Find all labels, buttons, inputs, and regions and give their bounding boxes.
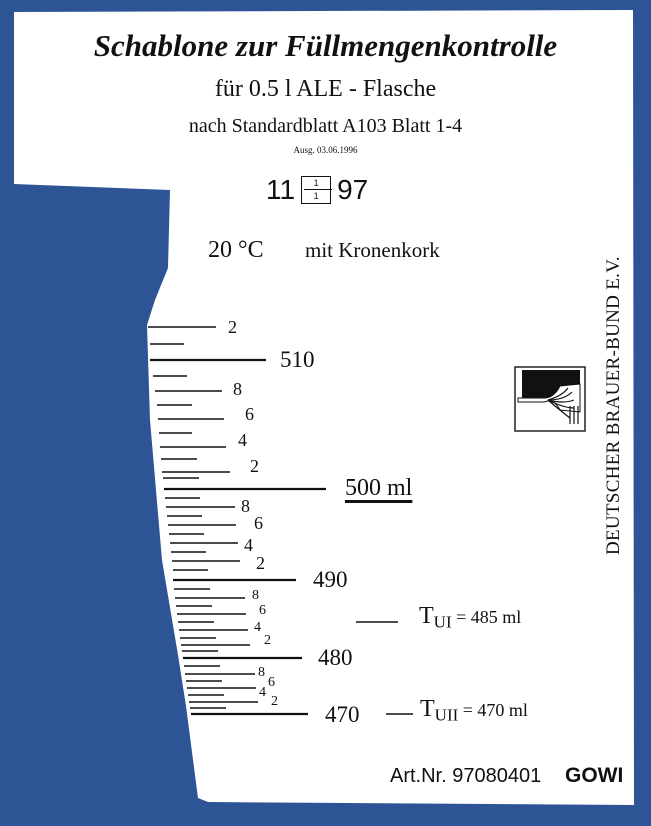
scale-label: 6	[254, 513, 263, 533]
scale-label-470: 470	[325, 702, 360, 727]
article-number: Art.Nr. 97080401	[390, 765, 542, 787]
scale-label-490: 490	[313, 567, 348, 592]
tolerance-subscript: UII	[434, 705, 459, 725]
scale-label: 2	[228, 317, 237, 337]
scale-label: 6	[268, 675, 275, 690]
scale-label: 8	[258, 665, 265, 680]
scale-label: 2	[256, 553, 265, 573]
scale-label: 6	[245, 404, 254, 424]
date-code-right: 97	[337, 174, 369, 205]
scale-label: 4	[244, 535, 253, 555]
scale-label-510: 510	[280, 347, 315, 372]
scale-label: 2	[271, 694, 278, 709]
scale-label: 4	[259, 685, 266, 700]
standard-reference: nach Standardblatt A103 Blatt 1-4	[188, 115, 463, 137]
scale-label-480: 480	[318, 645, 353, 670]
scale-label: 8	[233, 379, 242, 399]
tolerance-symbol: T	[420, 696, 435, 722]
organization-name: DEUTSCHER BRAUER-BUND E.V.	[603, 256, 624, 555]
scale-label: 4	[238, 430, 247, 450]
tolerance-value: = 485 ml	[456, 607, 522, 627]
edition-date: Ausg. 03.06.1996	[293, 145, 358, 155]
closure-type: mit Kronenkork	[305, 238, 440, 262]
brewers-association-logo-icon	[514, 366, 586, 432]
date-code-box-top: 1	[313, 178, 319, 188]
tolerance-symbol: T	[419, 603, 434, 629]
template-title: Schablone zur Füllmengenkontrolle	[93, 28, 558, 63]
bottle-type: für 0.5 l ALE - Flasche	[214, 76, 437, 102]
tolerance-subscript: UI	[433, 612, 452, 632]
scale-label: 8	[241, 496, 250, 516]
tolerance-tu2	[420, 697, 528, 724]
scale-label-500-ml: 500 ml	[345, 475, 413, 501]
date-code-box-bottom: 1	[313, 191, 319, 201]
scale-label: 6	[259, 603, 266, 618]
scale-label: 8	[252, 588, 259, 603]
date-code-left: 11	[266, 174, 296, 205]
temperature: 20 °C	[208, 237, 264, 263]
scale-label: 2	[250, 456, 259, 476]
scale-label: 4	[254, 620, 261, 635]
scale-label: 2	[264, 633, 271, 648]
tolerance-value: = 470 ml	[462, 700, 528, 720]
tolerance-tu1	[419, 604, 521, 631]
manufacturer-brand: GOWI	[565, 764, 624, 787]
